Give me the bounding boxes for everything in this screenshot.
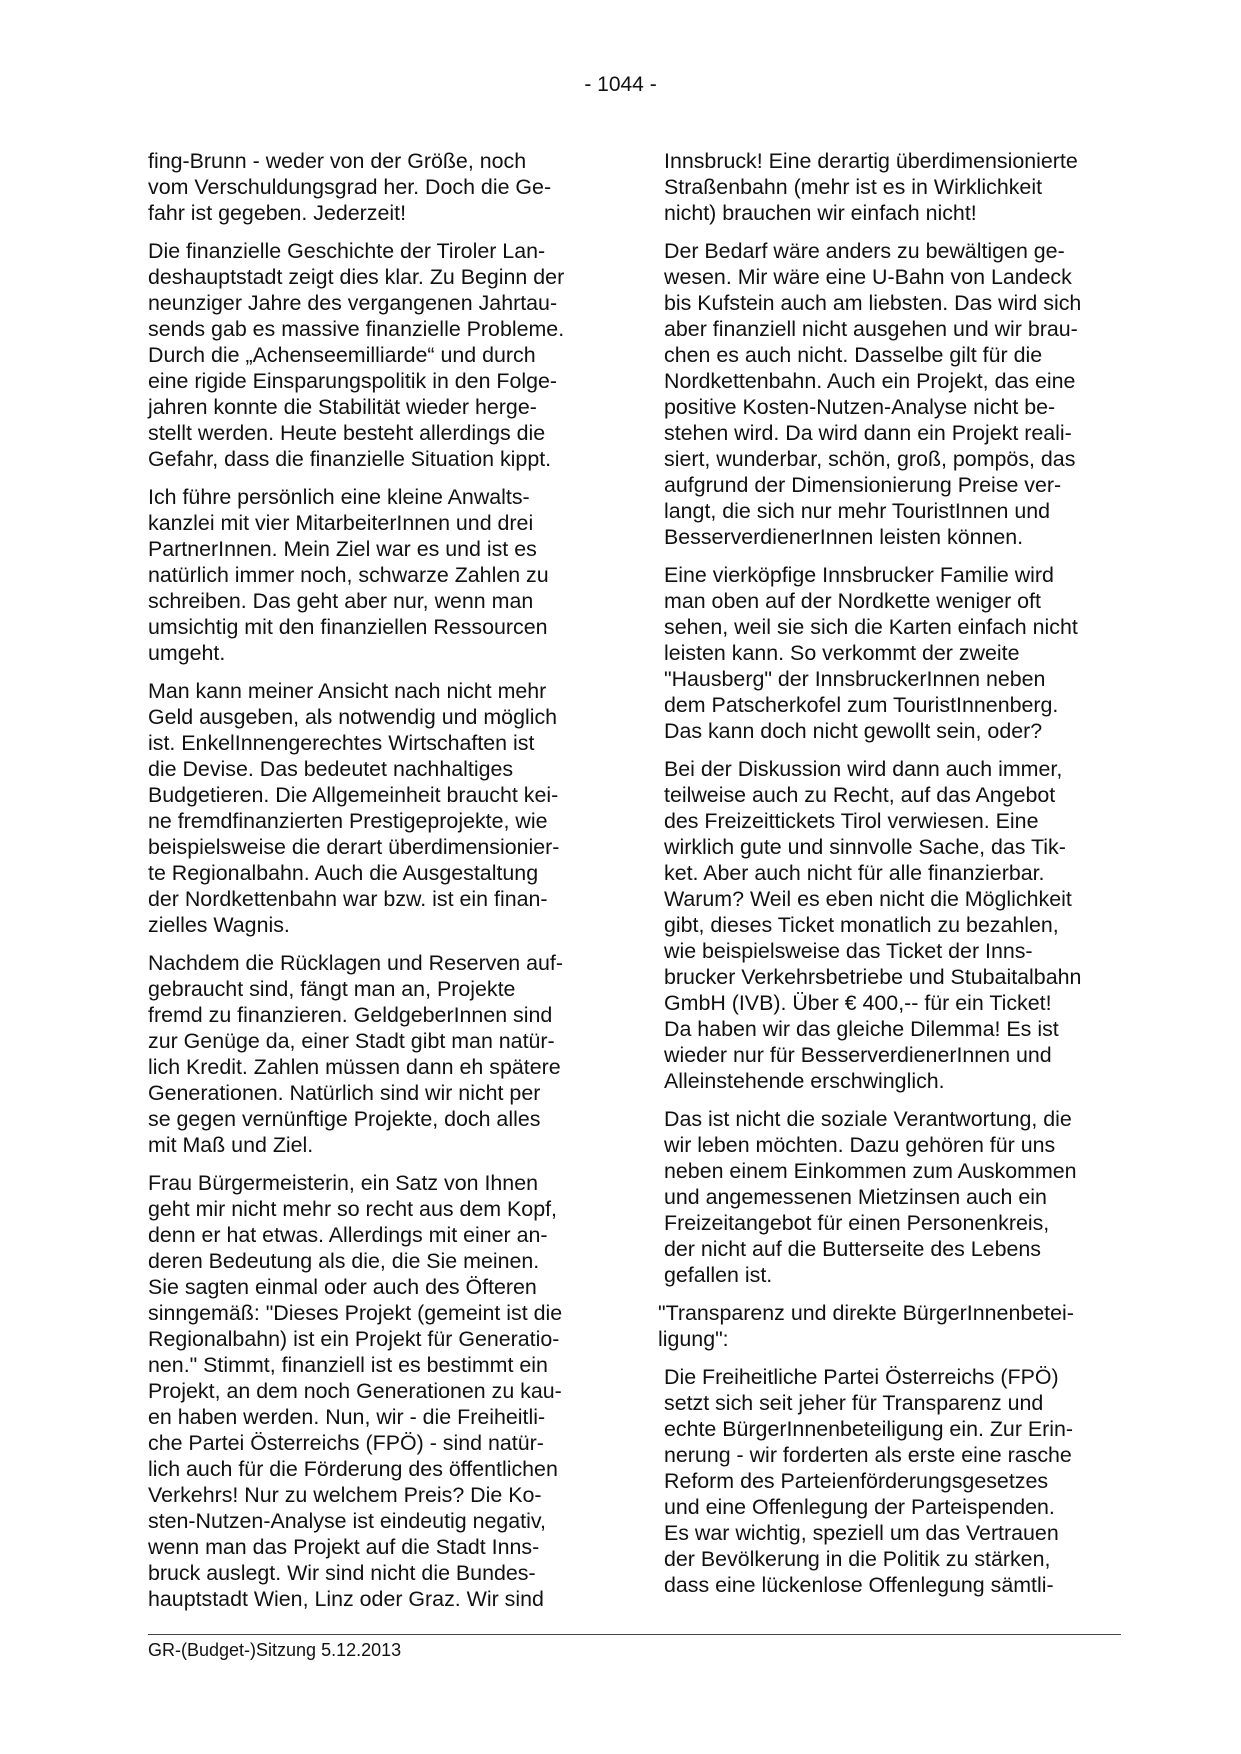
paragraph: Nachdem die Rücklagen und Reserven auf- gebraucht sind, fängt man an, Projekte fremd zu finanzieren. GeldgeberInnen sind zur Genüge da, einer Stadt gibt man natür- lich Kredit. Zahlen müssen dann eh spätere Generationen. Natürlich sind wir nicht per se gegen vernünftige Projekte, doch alles mit Maß und Ziel. (148, 951, 563, 1157)
paragraph: Die finanzielle Geschichte der Tiroler Lan- deshauptstadt zeigt dies klar. Zu Beginn der neunziger Jahre des vergangenen Jahrtau- sends gab es massive finanzielle Probleme. Durch die „Achenseemilliarde“ und durch eine rigide Einsparungspolitik in den Folge- jahren konnte die Stabilität wieder herge- stellt werden. Heute besteht allerdings die Gefahr, dass die finanzielle Situation kippt. (148, 239, 565, 471)
footer-session-label: GR-(Budget-)Sitzung 5.12.2013 (148, 1640, 402, 1660)
paragraph: Das ist nicht die soziale Verantwortung, die wir leben möchten. Dazu gehören für uns neben einem Einkommen zum Auskommen und angemessenen Mietzinsen auch ein Freizeitangebot für einen Personenkreis, der nicht auf die Butterseite des Lebens gefallen ist. (664, 1107, 1077, 1287)
paragraph: Ich führe persönlich eine kleine Anwalts- kanzlei mit vier MitarbeiterInnen und drei PartnerInnen. Mein Ziel war es und ist es natürlich immer noch, schwarze Zahlen zu schreiben. Das geht aber nur, wenn man umsichtig mit den finanziellen Ressourcen umgeht. (148, 485, 549, 665)
paragraph: Eine vierköpfige Innsbrucker Familie wird man oben auf der Nordkette weniger oft sehen, weil sie sich die Karten einfach nicht leisten kann. So verkommt der zweite "Hausberg" der InnsbruckerInnen neben dem Patscherkofel zum TouristInnenberg. Das kann doch nicht gewollt sein, oder? (664, 563, 1078, 743)
paragraph: Innsbruck! Eine derartig überdimensionierte Straßenbahn (mehr ist es in Wirklichkeit nicht) brauchen wir einfach nicht! (664, 149, 1078, 225)
paragraph: Der Bedarf wäre anders zu bewältigen ge- wesen. Mir wäre eine U-Bahn von Landeck bis Kufstein auch am liebsten. Das wird sich aber finanziell nicht ausgehen und wir brau- chen es auch nicht. Dasselbe gilt für die Nordkettenbahn. Auch ein Projekt, das eine positive Kosten-Nutzen-Analyse nicht be- stehen wird. Da wird dann ein Projekt reali- siert, wunderbar, schön, groß, pompös, das aufgrund der Dimensionierung Preise ver- langt, die sich nur mehr TouristInnen und BesserverdienerInnen leisten können. (664, 239, 1082, 549)
left-column (148, 148, 600, 1624)
page-number: - 1044 - (584, 73, 657, 96)
paragraph: Die Freiheitliche Partei Österreichs (FPÖ) setzt sich seit jeher für Transparenz und echte BürgerInnenbeteiligung ein. Zur Erin- nerung - wir forderten als erste eine rasche Reform des Parteienförderungsgesetzes und eine Offenlegung der Parteispenden. Es war wichtig, speziell um das Vertrauen der Bevölkerung in die Politik zu stärken, dass eine lückenlose Offenlegung sämtli- (664, 1365, 1074, 1597)
paragraph: Frau Bürgermeisterin, ein Satz von Ihnen geht mir nicht mehr so recht aus dem Kopf, denn er hat etwas. Allerdings mit einer an- deren Bedeutung als die, die Sie meinen. Sie sagten einmal oder auch des Öfteren sinngemäß: "Dieses Projekt (gemeint ist die Regionalbahn) ist ein Projekt für Generatio- nen." Stimmt, finanziell ist es bestimmt ein Projekt, an dem noch Generationen zu kau- en haben werden. Nun, wir - die Freiheitli- che Partei Österreichs (FPÖ) - sind natür- lich auch für die Förderung des öffentlichen Verkehrs! Nur zu welchem Preis? Die Ko- sten-Nutzen-Analyse ist eindeutig negativ, wenn man das Projekt auf die Stadt Inns- bruck auslegt. Wir sind nicht die Bundes- hauptstadt Wien, Linz oder Graz. Wir sind (148, 1171, 563, 1611)
paragraph: fing-Brunn - weder von der Größe, noch vom Verschuldungsgrad her. Doch die Ge- fahr ist gegeben. Jederzeit! (148, 149, 552, 225)
footer-divider (148, 1634, 1121, 1635)
paragraph: Man kann meiner Ansicht nach nicht mehr Geld ausgeben, als notwendig und möglich ist. EnkelInnengerechtes Wirtschaften ist die Devise. Das bedeutet nachhaltiges Budgetieren. Die Allgemeinheit braucht kei- ne fremdfinanzierten Prestigeprojekte, wie beispielsweise die derart überdimensionier- te Regionalbahn. Auch die Ausgestaltung der Nordkettenbahn war bzw. ist ein finan- zielles Wagnis. (148, 679, 560, 937)
section-heading: "Transparenz und direkte BürgerInnenbetei- ligung": (658, 1301, 1074, 1351)
right-column (658, 148, 1126, 1610)
paragraph: Bei der Diskussion wird dann auch immer, teilweise auch zu Recht, auf das Angebot des Freizeittickets Tirol verwiesen. Eine wirklich gute und sinnvolle Sache, das Tik- ket. Aber auch nicht für alle finanzierbar. Warum? Weil es eben nicht die Möglichkeit gibt, dieses Ticket monatlich zu bezahlen, wie beispielsweise das Ticket der Inns- brucker Verkehrsbetriebe und Stubaitalbahn GmbH (IVB). Über € 400,-- für ein Ticket! Da haben wir das gleiche Dilemma! Es ist wieder nur für BesserverdienerInnen und Alleinstehende erschwinglich. (664, 757, 1082, 1093)
